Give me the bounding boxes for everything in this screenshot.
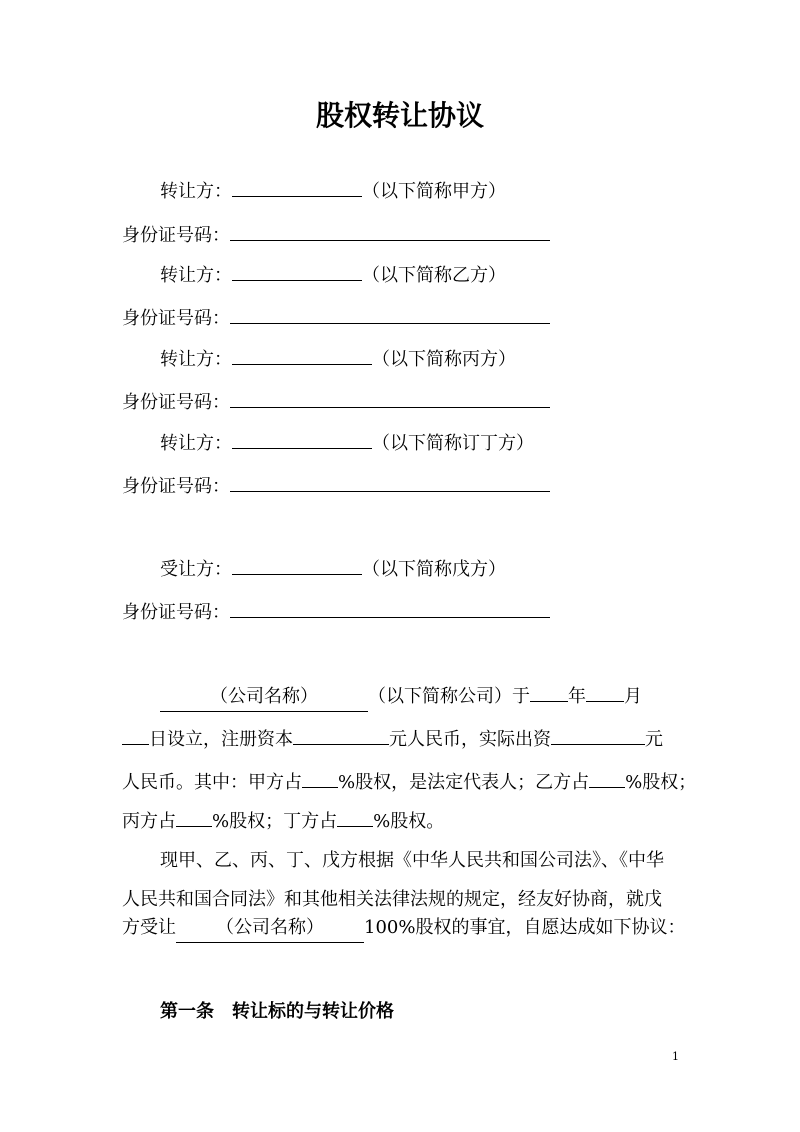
document-title: 股权转让协议 <box>315 99 484 132</box>
para1-text: %股权，是法定代表人；乙方占 <box>338 772 590 793</box>
para1-text: %股权； <box>625 772 697 793</box>
para2-line1: 现甲、乙、丙、丁、戊方根据《中华人民共和国公司法》、《中华 <box>160 850 664 871</box>
transferor-jia-suffix: （以下简称甲方） <box>362 181 506 202</box>
id-label: 身份证号码： <box>122 225 230 246</box>
ding-share-blank[interactable] <box>337 806 373 827</box>
id-bing-line <box>122 387 550 417</box>
id-wu-line <box>122 597 550 627</box>
id-yi-blank[interactable] <box>230 303 550 324</box>
year-blank[interactable] <box>530 681 568 702</box>
transferee-wu-line <box>160 554 506 584</box>
yi-share-blank[interactable] <box>589 767 625 788</box>
transferor-label: 转让方： <box>160 181 232 202</box>
para1-text: 元人民币，实际出资 <box>389 729 551 750</box>
para1-text: 月 <box>624 686 642 707</box>
transferor-jia-line <box>160 176 506 206</box>
para1-text: 元 <box>645 729 663 750</box>
company-name-blank-2[interactable]: （公司名称） <box>176 914 364 943</box>
month-blank[interactable] <box>586 681 624 702</box>
transferor-yi-suffix: （以下简称乙方） <box>362 265 506 286</box>
transferor-bing-line <box>160 344 516 374</box>
para2-text: 100%股权的事宜，自愿达成如下协议： <box>364 917 686 938</box>
article-1-heading: 第一条 转让标的与转让价格 <box>160 1001 394 1022</box>
transferor-jia-blank[interactable] <box>232 176 362 197</box>
para2-line3 <box>122 914 685 943</box>
para2-text: 方受让 <box>122 917 176 938</box>
para1-text: %股权；丁方占 <box>212 811 338 832</box>
id-label: 身份证号码： <box>122 308 230 329</box>
registered-capital-blank[interactable] <box>293 724 389 745</box>
transferor-yi-line <box>160 260 506 290</box>
para1-line1 <box>160 681 642 712</box>
para2-line2: 人民共和国合同法》和其他相关法律法规的规定，经友好协商，就戊 <box>122 889 662 910</box>
transferee-wu-blank[interactable] <box>232 554 362 575</box>
para1-text: 人民币。其中：甲方占 <box>122 772 302 793</box>
transferor-label: 转让方： <box>160 433 232 454</box>
para1-line4 <box>122 806 444 836</box>
id-jia-blank[interactable] <box>230 220 550 241</box>
company-name-blank[interactable]: （公司名称） <box>160 683 368 712</box>
transferor-label: 转让方： <box>160 265 232 286</box>
para1-text: 日设立，注册资本 <box>149 729 293 750</box>
transferor-label: 转让方： <box>160 349 232 370</box>
id-label: 身份证号码： <box>122 392 230 413</box>
id-label: 身份证号码： <box>122 602 230 623</box>
transferor-yi-blank[interactable] <box>232 260 362 281</box>
transferee-wu-suffix: （以下简称戊方） <box>362 559 506 580</box>
transferor-bing-suffix: （以下简称丙方） <box>372 349 516 370</box>
bing-share-blank[interactable] <box>176 806 212 827</box>
jia-share-blank[interactable] <box>302 767 338 788</box>
para1-text: %股权。 <box>373 811 445 832</box>
id-label: 身份证号码： <box>122 476 230 497</box>
para1-text: （以下简称公司）于 <box>368 686 530 707</box>
para1-line2 <box>122 724 663 754</box>
day-blank[interactable] <box>122 724 149 745</box>
page-number: 1 <box>672 1050 679 1063</box>
transferor-ding-blank[interactable] <box>232 428 372 449</box>
paid-capital-blank[interactable] <box>551 724 645 745</box>
id-wu-blank[interactable] <box>230 597 550 618</box>
id-jia-line <box>122 220 550 250</box>
transferee-label: 受让方： <box>160 559 232 580</box>
id-ding-blank[interactable] <box>230 471 550 492</box>
id-bing-blank[interactable] <box>230 387 550 408</box>
id-yi-line <box>122 303 550 333</box>
transferor-bing-blank[interactable] <box>232 344 372 365</box>
transferor-ding-line <box>160 428 534 458</box>
para1-line3 <box>122 767 696 797</box>
para1-text: 年 <box>568 686 586 707</box>
id-ding-line <box>122 471 550 501</box>
para1-text: 丙方占 <box>122 811 176 832</box>
transferor-ding-suffix: （以下简称订丁方） <box>372 433 534 454</box>
